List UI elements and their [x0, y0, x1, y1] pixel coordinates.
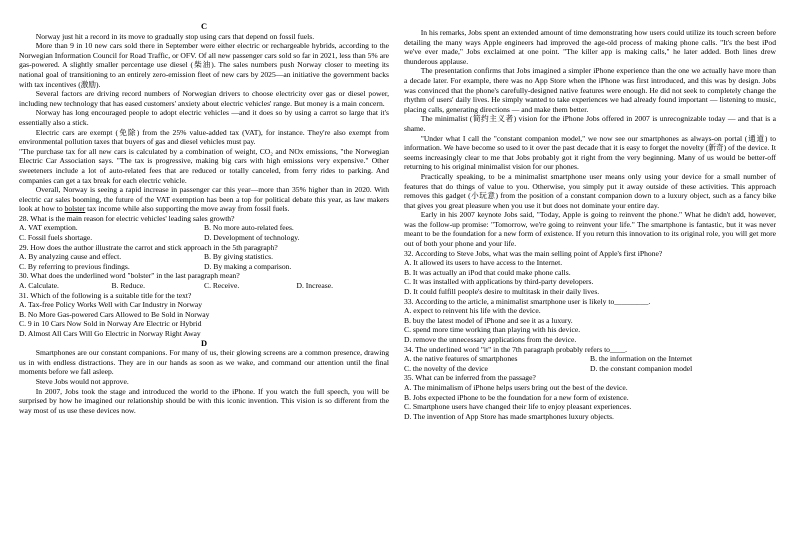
- paragraph: "The purchase tax for all new cars is calculated by a combination of weight, CO₂ and NOx emissions, "the Norwegian Electric Car Association says. "The tax is progressive, making big cars with high emissions very expensive." Other sweeteners include a lot of auto-related fees that are reduced or totally canceled, from ferry rides to parking. And companies can get a tax break for each electric vehicle.: [19, 146, 389, 185]
- option[interactable]: A. Calculate.: [19, 281, 59, 291]
- question-stem: 31. Which of the following is a suitable title for the text?: [19, 290, 192, 300]
- option[interactable]: C. It was installed with applications by third-party developers.: [404, 277, 594, 287]
- paragraph-text: Overall, Norway is seeing a rapid increase in passenger car this year—more than 35% higher than in 2020. With electric car sales booming, the future of the VAT exemption has been a top for political debate this year, as law makers look at how to: [19, 185, 389, 214]
- option[interactable]: D. remove the unnecessary applications from the device.: [404, 335, 577, 344]
- option[interactable]: A. Tax-free Policy Works Well with Car Industry in Norway: [19, 300, 202, 310]
- option[interactable]: D. The invention of App Store has made smartphones luxury objects.: [404, 411, 614, 421]
- option[interactable]: A. the native features of smartphones: [404, 354, 518, 364]
- question-stem: 28. What is the main reason for electric vehicles' leading sales growth?: [19, 213, 235, 223]
- question-options: [404, 354, 776, 373]
- option[interactable]: D. the constant companion model: [590, 363, 693, 373]
- paragraph: Steve Jobs would not approve.: [35, 376, 129, 386]
- paragraph: The minimalist (简约主义者) vision for the iPhone Jobs offered in 2007 is unrecognizable today — and that is a shame.: [404, 114, 776, 133]
- option[interactable]: B. Reduce.: [111, 281, 146, 291]
- paragraph-last: [19, 185, 389, 214]
- question-stem: 34. The underlined word "it" in the 7th paragraph probably refers to____.: [404, 344, 628, 354]
- option[interactable]: C. 9 in 10 Cars Now Sold in Norway Are Electric or Hybrid: [19, 319, 202, 329]
- option[interactable]: D. Development of technology.: [204, 233, 300, 243]
- question-options: [19, 281, 389, 291]
- option[interactable]: D. It could fulfill people's desire to multitask in their daily lives.: [404, 287, 600, 297]
- paragraph: The presentation confirms that Jobs imagined a simpler iPhone experience than the one we actually have more than a decade later. For example, there was no App Store when the iPhone was first introduced, and this was by design. Jobs was convinced that the phone's carefully-designed native features were enough. He did not seek to completely change the rhythm of users' daily lives. He simply wanted to take experiences we had already found important — listening to music, placing calls, generating directions — and make them better.: [404, 66, 776, 114]
- option[interactable]: C. the novelty of the device: [404, 363, 488, 373]
- option[interactable]: B. No More Gas-powered Cars Allowed to Be Sold in Norway: [19, 309, 210, 319]
- paragraph: In his remarks, Jobs spent an extended amount of time demonstrating how users could utilize its touch screen before detailing the many ways Apple engineers had improved the age-old process of making phone calls. "It's the best iPod we've ever made," Jobs exclaimed at one point. "The killer app is making calls," he later added. Both lines drew thunderous applause.: [404, 28, 776, 66]
- passage-c-title: C: [200, 22, 208, 31]
- option[interactable]: B. Jobs expected iPhone to be the foundation for a new form of existence.: [404, 392, 629, 402]
- passage-d-title: D: [200, 338, 208, 348]
- option[interactable]: C. Fossil fuels shortage.: [19, 233, 93, 243]
- option[interactable]: B. buy the latest model of iPhone and see it as a luxury.: [404, 315, 573, 325]
- paragraph: Several factors are driving record numbers of Norwegian drivers to choose electricity over gas or diesel power, including new technology that has eased customers' anxiety about electric vehicles' range. But money is a main concern.: [19, 89, 389, 108]
- paragraph: In 2007, Jobs took the stage and introduced the world to the iPhone. If you watch the full speech, you will be surprised by how he imagined our relationship should be with this iconic invention. This vision is so different from the way most of us use these devices now.: [19, 386, 389, 415]
- left-column: [19, 22, 389, 415]
- question-stem: 35. What can be inferred from the passage?: [404, 373, 536, 383]
- option[interactable]: C. spend more time working than playing with his device.: [404, 325, 581, 335]
- paragraph: Norway has long encouraged people to adopt electric vehicles —and it does so by using a carrot so large that it's essentially also a stick.: [19, 108, 389, 127]
- paragraph: Norway just hit a record in its move to gradually stop using cars that depend on fossil fuels.: [35, 31, 315, 41]
- question-options: [19, 252, 389, 271]
- question-options: [19, 223, 389, 242]
- paragraph: Practically speaking, to be a minimalist smartphone user means only using your device for a small number of features that do things of value to you. Otherwise, you simply put it away outside of these activities. This approach removes this gadget (小玩意) from the position of a constant companion down to a luxury object, such as a fancy bike that gives you great pleasure when you use it but does not dominate your entire day.: [404, 171, 776, 210]
- option[interactable]: D. Almost All Cars Will Go Electric in Norway Right Away: [19, 329, 201, 338]
- underlined-word-bolster: bolster: [64, 204, 86, 214]
- right-column: [404, 28, 776, 421]
- option[interactable]: A. By analyzing cause and effect.: [19, 252, 122, 262]
- option[interactable]: C. By referring to previous findings.: [19, 261, 130, 271]
- paragraph: Smartphones are our constant companions. For many of us, their glowing screens are a common presence, drawing us in with endless distractions. They are in our hands as soon as we wake, and command our attention until the final moments before we fall asleep.: [19, 348, 389, 377]
- paragraph-text: tax income while also supporting the move away from fossil fuels.: [87, 204, 290, 214]
- option[interactable]: D. By making a comparison.: [204, 261, 292, 271]
- option[interactable]: B. No more auto-related fees.: [204, 223, 294, 233]
- option[interactable]: B. It was actually an iPod that could make phone calls.: [404, 267, 571, 277]
- question-stem: 30. What does the underlined word "bolster" in the last paragraph mean?: [19, 271, 240, 281]
- option[interactable]: B. the information on the Internet: [590, 354, 693, 364]
- paragraph: Early in his 2007 keynote Jobs said, "Today, Apple is going to reinvent the phone." What he didn't add, however, was the follow-up promise: "Tomorrow, we're going to reinvent your life." The smartphone is fantastic, but it was never meant to be the foundation for a new form of existence. If you return this innovation to its original role, you will get more out of both your phone and your life.: [404, 210, 776, 249]
- paragraph: Electric cars are exempt (免除) from the 25% value-added tax (VAT), for instance. They're also exempt from environmental pollution taxes that buyers of gas and diesel vehicles must pay.: [19, 127, 389, 147]
- option[interactable]: D. Increase.: [296, 281, 333, 291]
- option[interactable]: A. VAT exemption.: [19, 223, 78, 233]
- paragraph: "Under what I call the "constant companion model," we now see our smartphones as always-on portal (通道) to information. We have become so used to it over the past decade that it is easy to forget the novelty (新奇) of the device. It seems increasingly clear to me that Jobs probably got it right from the very beginning. Many of us would be better-off returning to his original minimalist vision for our phones.: [404, 133, 776, 172]
- option[interactable]: A. expect to reinvent his life with the device.: [404, 306, 541, 316]
- paragraph: More than 9 in 10 new cars sold there in September were either electric or rechargeable hybrids, according to the Norwegian Information Council for Road Traffic, or OFV. Of all new passenger cars sold so far in 2021, less than 5% are gas-powered. A slightly smaller percentage use diesel (柴油). The sales numbers push Norway closer to meeting its national goal of transitioning to an entirely zero-emission fleet of new cars by 2025—an initiative the government backs with tax incentives (激励).: [19, 41, 389, 89]
- option[interactable]: A. The minimalism of iPhone helps users bring out the best of the device.: [404, 382, 628, 392]
- question-stem: 32. According to Steve Jobs, what was the main selling point of Apple's first iPhone?: [404, 248, 663, 258]
- option[interactable]: B. By giving statistics.: [204, 252, 273, 262]
- option[interactable]: A. It allowed its users to have access to the Internet.: [404, 258, 563, 268]
- question-stem: 33. According to the article, a minimalist smartphone user is likely to_________.: [404, 296, 651, 306]
- question-stem: 29. How does the author illustrate the carrot and stick approach in the 5th paragraph?: [19, 242, 278, 252]
- option[interactable]: C. Smartphone users have changed their life to enjoy pleasant experiences.: [404, 402, 632, 412]
- option[interactable]: C. Receive.: [204, 281, 240, 291]
